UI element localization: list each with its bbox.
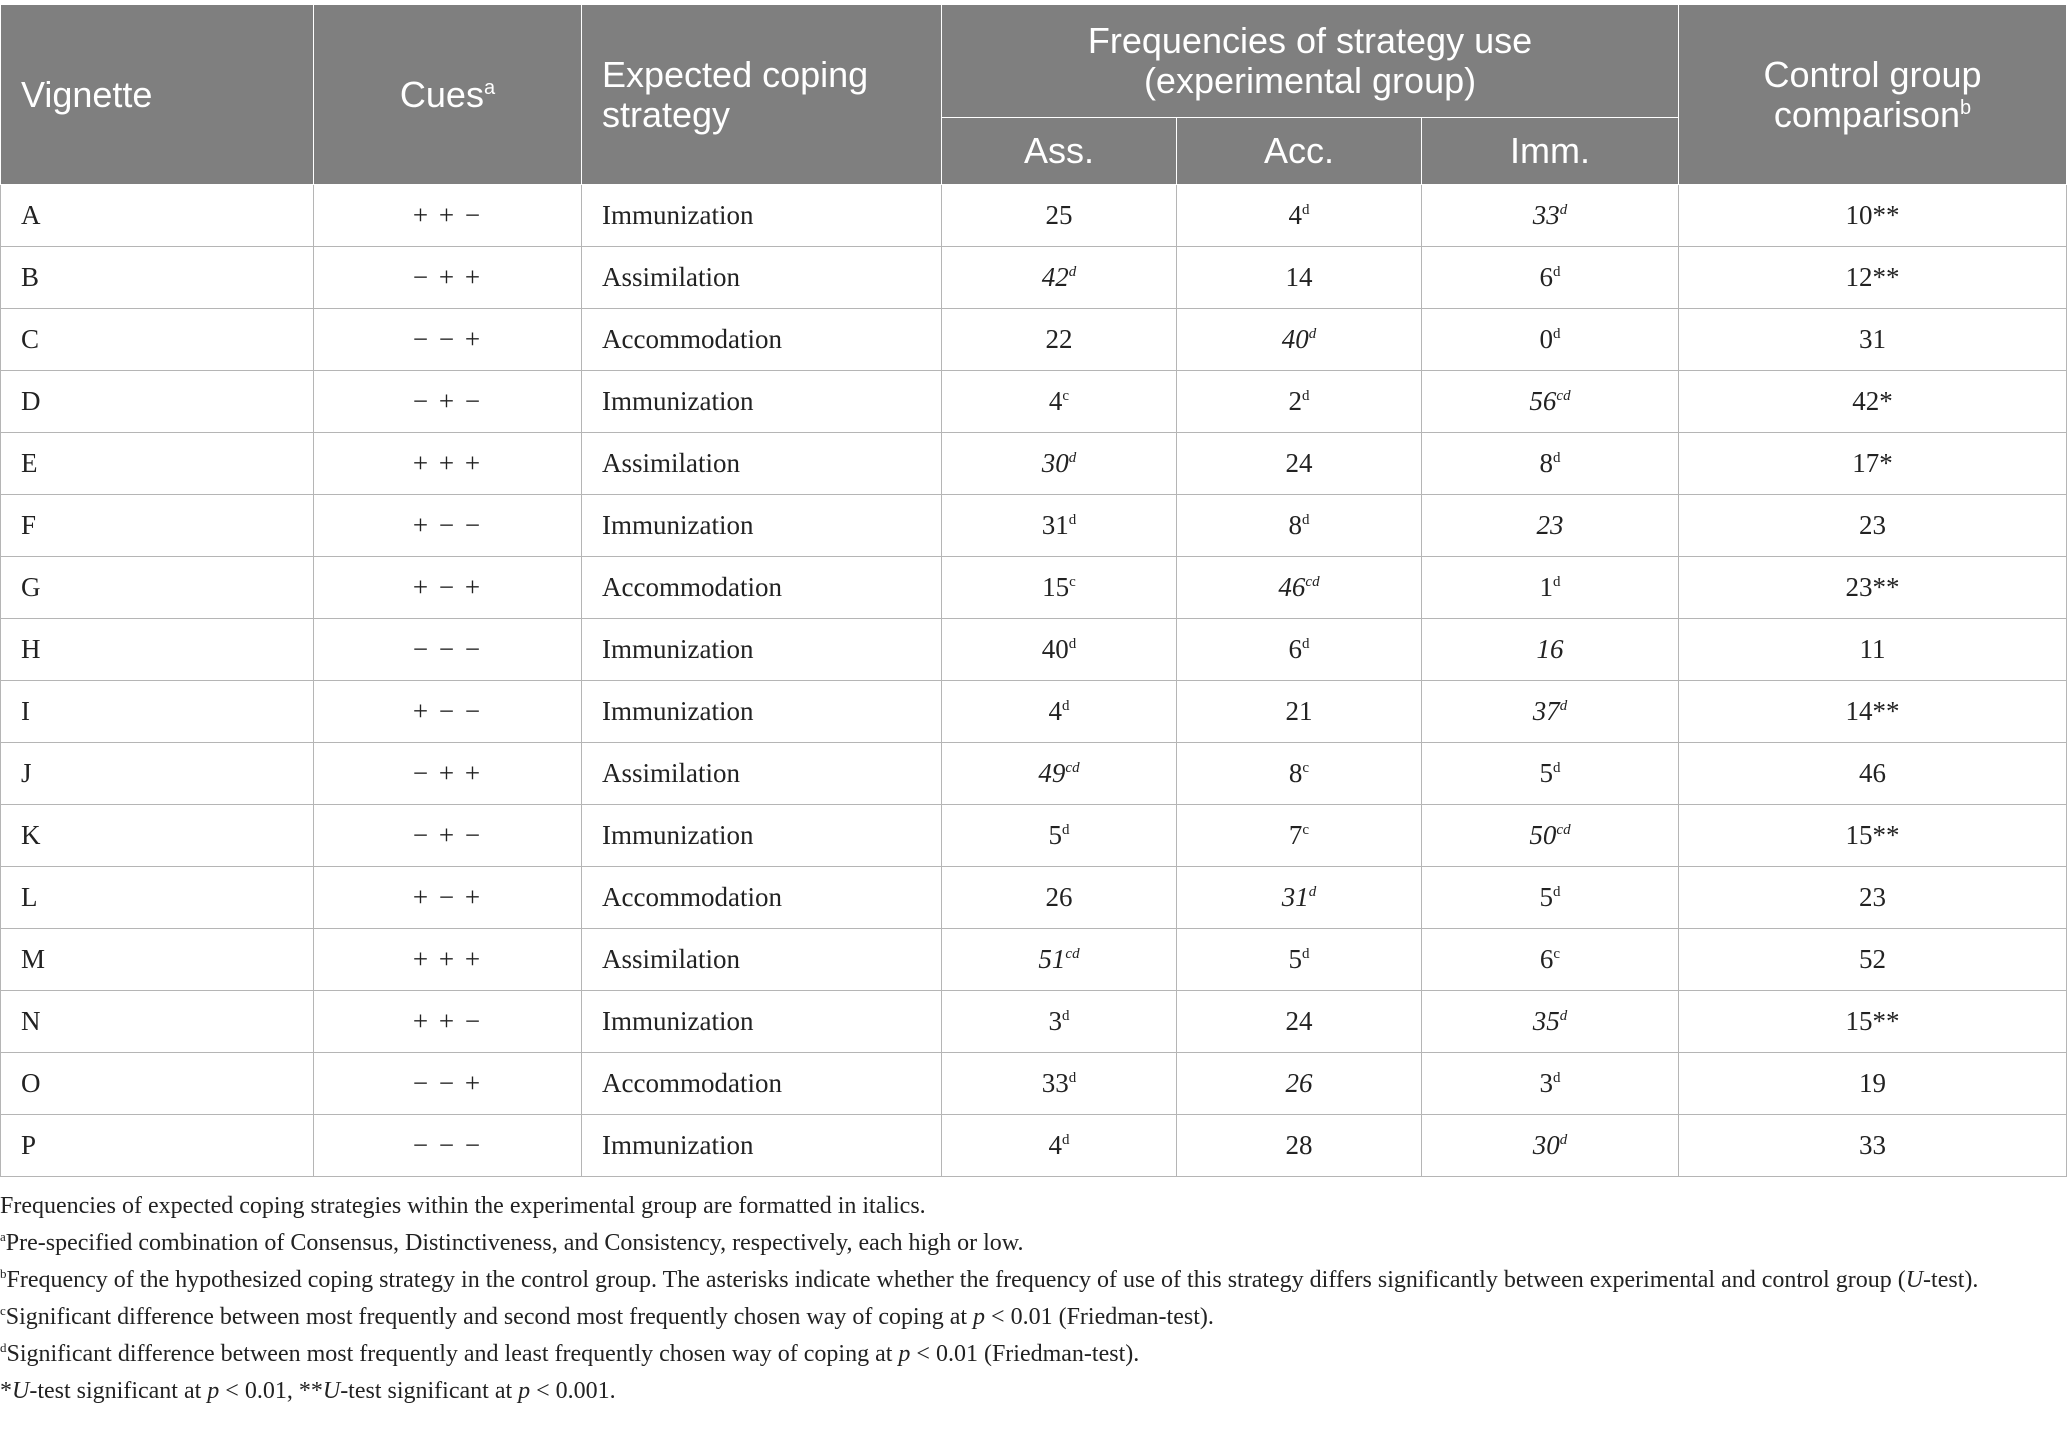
table-notes: [0, 1188, 2060, 1410]
cell-control: 14**: [1679, 681, 2067, 743]
header-cues: Cues$^a$: [314, 5, 582, 185]
cell-expected-strategy: Immunization: [582, 371, 942, 433]
header-control-comparison: Control group comparison$^b$: [1679, 5, 2067, 185]
table-row: [1, 1115, 2067, 1177]
table-row: [1, 619, 2067, 681]
table-row: [1, 495, 2067, 557]
cell-cues: − + +: [314, 743, 582, 805]
cell-imm: 16: [1422, 619, 1679, 681]
cell-cues: − + −: [314, 371, 582, 433]
cell-acc: $46^{cd}$: [1177, 557, 1422, 619]
cell-acc: 31$^d$: [1177, 867, 1422, 929]
table-row: [1, 247, 2067, 309]
cell-acc: 21: [1177, 681, 1422, 743]
cell-cues: + + +: [314, 929, 582, 991]
cell-expected-strategy: Immunization: [582, 991, 942, 1053]
cell-imm: 1$^d$: [1422, 557, 1679, 619]
cell-ass: 3$^d$: [942, 991, 1177, 1053]
cell-imm: 5$^d$: [1422, 867, 1679, 929]
cell-ass: 22: [942, 309, 1177, 371]
cell-acc: 14: [1177, 247, 1422, 309]
cell-vignette: L: [1, 867, 314, 929]
cell-cues: − + −: [314, 805, 582, 867]
cell-control: 23: [1679, 495, 2067, 557]
table-header: [1, 5, 2067, 185]
cell-ass: 42$^d$: [942, 247, 1177, 309]
table-row: [1, 371, 2067, 433]
cell-control: 46: [1679, 743, 2067, 805]
cell-vignette: I: [1, 681, 314, 743]
cell-vignette: E: [1, 433, 314, 495]
table-row: [1, 991, 2067, 1053]
cell-vignette: J: [1, 743, 314, 805]
cell-acc: 28: [1177, 1115, 1422, 1177]
cell-cues: − − −: [314, 1115, 582, 1177]
cell-imm: 37$^d$: [1422, 681, 1679, 743]
cell-vignette: G: [1, 557, 314, 619]
header-vignette: Vignette: [1, 5, 314, 185]
table-wrapper: [0, 4, 2066, 1177]
cell-expected-strategy: Accommodation: [582, 1053, 942, 1115]
cell-control: 31: [1679, 309, 2067, 371]
cell-ass: 4$^d$: [942, 1115, 1177, 1177]
cell-vignette: K: [1, 805, 314, 867]
cell-ass: $49^{cd}$: [942, 743, 1177, 805]
cell-cues: + + −: [314, 185, 582, 247]
results-table: [0, 4, 2067, 1177]
cell-ass: 15$^c$: [942, 557, 1177, 619]
cell-expected-strategy: Accommodation: [582, 557, 942, 619]
cell-control: 12**: [1679, 247, 2067, 309]
cell-imm: $56^{cd}$: [1422, 371, 1679, 433]
note-a: $^a$Pre-specified combination of Consensus, Distinctiveness, and Consistency, respectively, each high or low.: [0, 1229, 1024, 1256]
header-ass: Ass.: [942, 118, 1177, 185]
cell-control: 19: [1679, 1053, 2067, 1115]
cell-vignette: F: [1, 495, 314, 557]
cell-acc: 6$^d$: [1177, 619, 1422, 681]
cell-expected-strategy: Immunization: [582, 185, 942, 247]
cell-ass: 4$^d$: [942, 681, 1177, 743]
cell-control: 10**: [1679, 185, 2067, 247]
note-b: $^b$Frequency of the hypothesized coping strategy in the control group. The asterisks indicate whether the frequency of use of this strategy differs significantly between experimental and control group (U-test).: [0, 1266, 1979, 1293]
cell-acc: 4$^d$: [1177, 185, 1422, 247]
note-c: $^c$Significant difference between most frequently and second most frequently chosen way of coping at p < 0.01 (Friedman-test).: [0, 1303, 1214, 1330]
cell-ass: 40$^d$: [942, 619, 1177, 681]
cell-vignette: O: [1, 1053, 314, 1115]
table-row: [1, 433, 2067, 495]
cell-cues: − − +: [314, 1053, 582, 1115]
cell-vignette: M: [1, 929, 314, 991]
cell-cues: + − +: [314, 557, 582, 619]
cell-cues: + + −: [314, 991, 582, 1053]
cell-vignette: N: [1, 991, 314, 1053]
cell-control: 23**: [1679, 557, 2067, 619]
cell-control: 15**: [1679, 805, 2067, 867]
cell-expected-strategy: Immunization: [582, 1115, 942, 1177]
header-imm: Imm.: [1422, 118, 1679, 185]
cell-vignette: B: [1, 247, 314, 309]
cell-control: 11: [1679, 619, 2067, 681]
table-row: [1, 557, 2067, 619]
cell-imm: 6$^c$: [1422, 929, 1679, 991]
cell-imm: 33$^d$: [1422, 185, 1679, 247]
cell-cues: − − +: [314, 309, 582, 371]
cell-control: 23: [1679, 867, 2067, 929]
cell-expected-strategy: Accommodation: [582, 309, 942, 371]
note-italics: Frequencies of expected coping strategies within the experimental group are formatted in italics.: [0, 1193, 926, 1219]
cell-ass: 5$^d$: [942, 805, 1177, 867]
cell-imm: 30$^d$: [1422, 1115, 1679, 1177]
cell-acc: 5$^d$: [1177, 929, 1422, 991]
cell-expected-strategy: Immunization: [582, 681, 942, 743]
table-row: [1, 867, 2067, 929]
table-row: [1, 185, 2067, 247]
cell-vignette: A: [1, 185, 314, 247]
cell-control: 52: [1679, 929, 2067, 991]
cell-cues: + − −: [314, 495, 582, 557]
cell-expected-strategy: Assimilation: [582, 247, 942, 309]
cell-acc: 2$^d$: [1177, 371, 1422, 433]
cell-expected-strategy: Immunization: [582, 619, 942, 681]
cell-control: 42*: [1679, 371, 2067, 433]
table-row: [1, 929, 2067, 991]
cell-imm: 35$^d$: [1422, 991, 1679, 1053]
cell-vignette: H: [1, 619, 314, 681]
cell-imm: 5$^d$: [1422, 743, 1679, 805]
cell-acc: 7$^c$: [1177, 805, 1422, 867]
cell-imm: 23: [1422, 495, 1679, 557]
cell-ass: 25: [942, 185, 1177, 247]
cell-acc: 26: [1177, 1053, 1422, 1115]
cell-acc: 8$^d$: [1177, 495, 1422, 557]
table-body: [1, 185, 2067, 1177]
cell-imm: 6$^d$: [1422, 247, 1679, 309]
cell-expected-strategy: Assimilation: [582, 433, 942, 495]
cell-acc: 24: [1177, 433, 1422, 495]
cell-expected-strategy: Assimilation: [582, 743, 942, 805]
cell-ass: $51^{cd}$: [942, 929, 1177, 991]
cell-acc: 40$^d$: [1177, 309, 1422, 371]
cell-vignette: D: [1, 371, 314, 433]
cell-ass: 26: [942, 867, 1177, 929]
cell-cues: + + +: [314, 433, 582, 495]
cell-ass: 4$^c$: [942, 371, 1177, 433]
cell-vignette: C: [1, 309, 314, 371]
cell-cues: + − +: [314, 867, 582, 929]
cell-cues: + − −: [314, 681, 582, 743]
header-frequencies: Frequencies of strategy use (experimental group): [942, 5, 1679, 118]
cell-imm: 8$^d$: [1422, 433, 1679, 495]
table-row: [1, 1053, 2067, 1115]
table-row: [1, 309, 2067, 371]
cell-acc: 24: [1177, 991, 1422, 1053]
cell-imm: $50^{cd}$: [1422, 805, 1679, 867]
cell-expected-strategy: Accommodation: [582, 867, 942, 929]
table-row: [1, 805, 2067, 867]
header-expected-strategy: Expected coping strategy: [582, 5, 942, 185]
cell-ass: 30$^d$: [942, 433, 1177, 495]
cell-control: 17*: [1679, 433, 2067, 495]
cell-vignette: P: [1, 1115, 314, 1177]
table-row: [1, 743, 2067, 805]
cell-cues: − + +: [314, 247, 582, 309]
note-significance: *U-test significant at p < 0.01, **U-test significant at p < 0.001.: [0, 1378, 616, 1404]
cell-imm: 3$^d$: [1422, 1053, 1679, 1115]
cell-expected-strategy: Assimilation: [582, 929, 942, 991]
cell-expected-strategy: Immunization: [582, 495, 942, 557]
cell-expected-strategy: Immunization: [582, 805, 942, 867]
cell-control: 15**: [1679, 991, 2067, 1053]
table-row: [1, 681, 2067, 743]
header-acc: Acc.: [1177, 118, 1422, 185]
note-d: $^d$Significant difference between most frequently and least frequently chosen way of coping at p < 0.01 (Friedman-test).: [0, 1340, 1140, 1367]
cell-ass: 33$^d$: [942, 1053, 1177, 1115]
cell-acc: 8$^c$: [1177, 743, 1422, 805]
cell-cues: − − −: [314, 619, 582, 681]
cell-imm: 0$^d$: [1422, 309, 1679, 371]
cell-control: 33: [1679, 1115, 2067, 1177]
cell-ass: 31$^d$: [942, 495, 1177, 557]
